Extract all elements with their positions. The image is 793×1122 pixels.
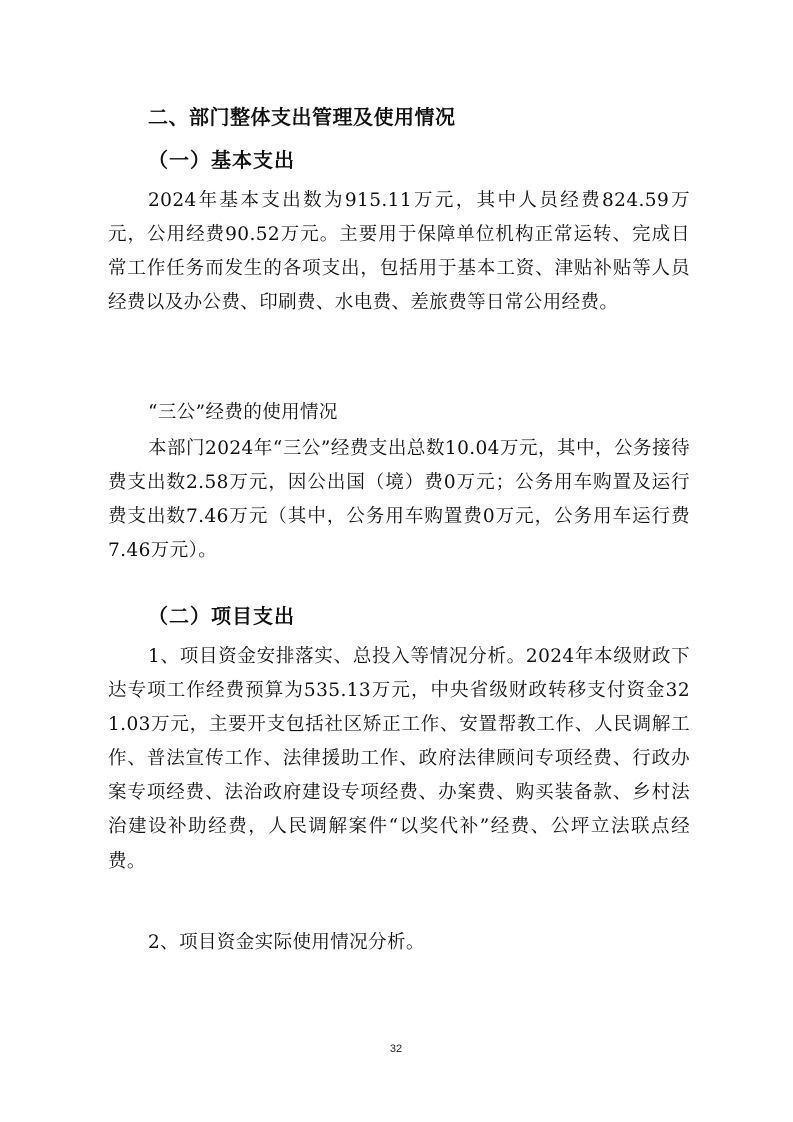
subsection-heading-project-expenditure: （二）项目支出: [148, 604, 295, 628]
paragraph-basic-expenditure: 2024年基本支出数为915.11万元，其中人员经费824.59万元，公用经费90.52万元。主要用于保障单位机构正常运转、完成日常工作任务而发生的各项支出，包括用于基本工资、津贴补贴等人员经费以及办公费、印刷费、水电费、差旅费等日常公用经费。: [108, 190, 690, 314]
section-heading: 二、部门整体支出管理及使用情况: [148, 105, 456, 129]
paragraph-three-public-details: 本部门2024年“三公”经费支出总数10.04万元，其中，公务接待费支出数2.58万元，因公出国（境）费0万元；公务用车购置及运行费支出数7.46万元（其中，公务用车购置费0万元，公务用车运行费7.46万元）。: [108, 438, 690, 562]
page-number: 32: [389, 1043, 403, 1055]
paragraph-three-public-title: “三公”经费的使用情况: [148, 402, 338, 423]
subsection-heading-basic-expenditure: （一）基本支出: [148, 148, 295, 172]
paragraph-project-actual-usage: 2、项目资金实际使用情况分析。: [148, 932, 425, 953]
paragraph-project-funding-arrangement: 1、项目资金安排落实、总投入等情况分析。2024年本级财政下达专项工作经费预算为535.13万元，中央省级财政转移支付资金321.03万元，主要开支包括社区矫正工作、安置帮教工作、人民调解工作、普法宣传工作、法律援助工作、政府法律顾问专项经费、行政办案专项经费、法治政府建设专项经费、办案费、购买装备款、乡村法治建设补助经费，人民调解案件“以奖代补”经费、公坪立法联点经费。: [108, 646, 690, 872]
